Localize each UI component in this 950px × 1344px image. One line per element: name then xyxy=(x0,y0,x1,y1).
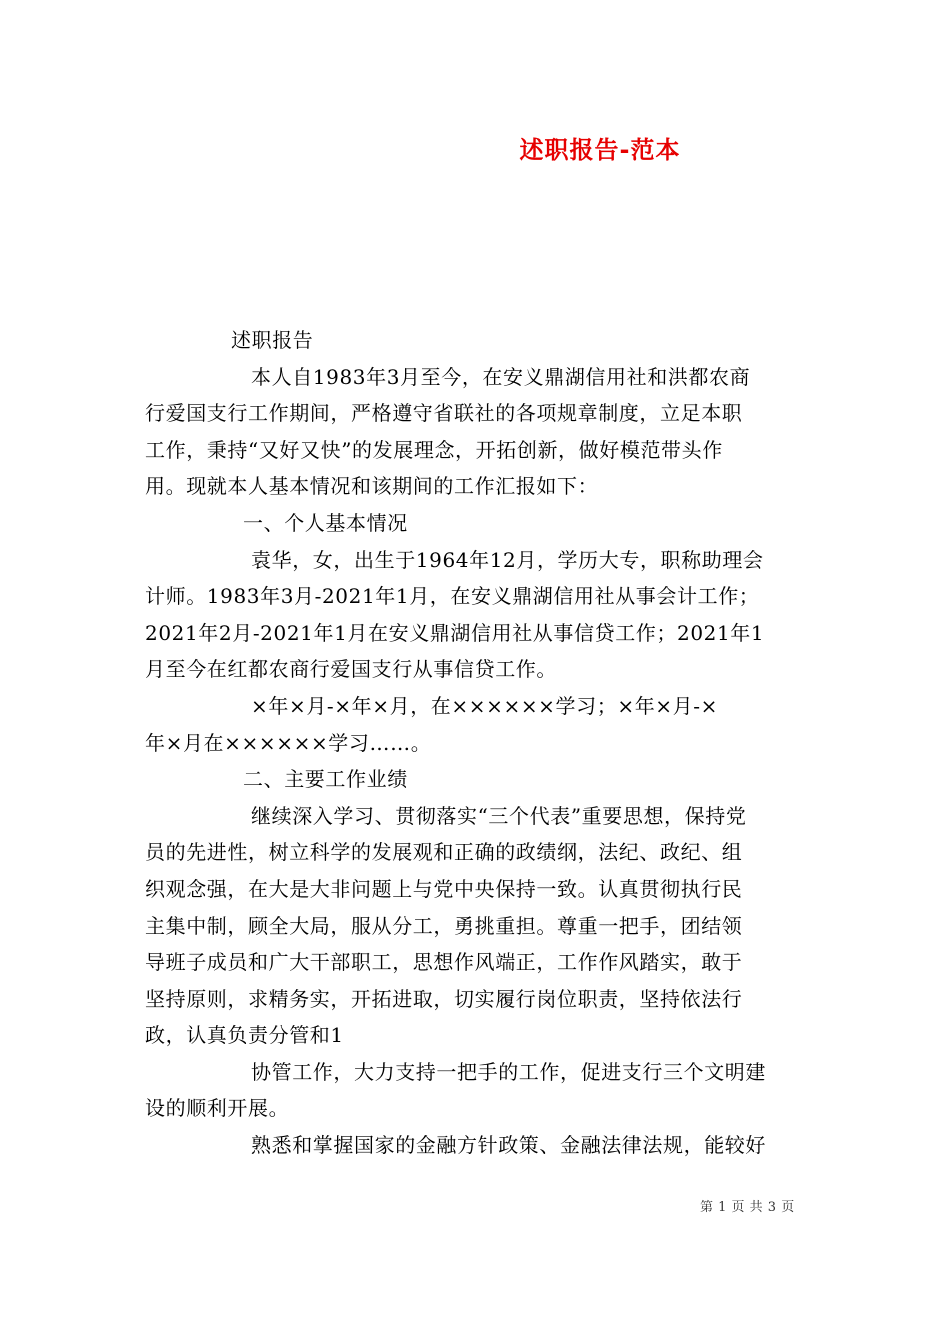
body-line: 计师。1983年3月-2021年1月，在安义鼎湖信用社从事会计工作； xyxy=(145,584,760,609)
section-heading: 二、主要工作业绩 xyxy=(243,767,408,792)
body-line: 行爱国支行工作期间，严格遵守省联社的各项规章制度，立足本职 xyxy=(145,401,743,426)
body-line: 主集中制，顾全大局，服从分工，勇挑重担。尊重一把手，团结领 xyxy=(145,913,743,938)
section-heading: 一、个人基本情况 xyxy=(243,510,408,535)
body-line: 织观念强，在大是大非问题上与党中央保持一致。认真贯彻执行民 xyxy=(145,876,743,901)
body-line: 坚持原则，求精务实，开拓进取，切实履行岗位职责，坚持依法行 xyxy=(145,986,743,1011)
page-number-footer: 第 1 页 共 3 页 xyxy=(700,1200,795,1215)
body-line: 工作，秉持“又好又快”的发展理念，开拓创新，做好模范带头作 xyxy=(145,437,723,462)
body-line: 年×月在××××××学习……。 xyxy=(145,730,432,755)
body-line: 袁华，女，出生于1964年12月，学历大专，职称助理会 xyxy=(251,547,764,572)
body-line: 2021年2月-2021年1月在安义鼎湖信用社从事信贷工作；2021年1 xyxy=(145,620,765,645)
body-line: 述职报告 xyxy=(231,328,314,352)
document-body xyxy=(145,322,813,1164)
body-line: 导班子成员和广大干部职工，思想作风端正，工作作风踏实，敢于 xyxy=(145,950,743,975)
body-line: 政，认真负责分管和1 xyxy=(145,1023,344,1048)
document-title: 述职报告-范本 xyxy=(519,136,681,164)
body-line: 用。现就本人基本情况和该期间的工作汇报如下： xyxy=(145,474,599,499)
body-line: 月至今在红都农商行爱国支行从事信贷工作。 xyxy=(145,657,557,682)
body-line: 设的顺利开展。 xyxy=(145,1096,290,1121)
body-line: 继续深入学习、贯彻落实“三个代表”重要思想，保持党 xyxy=(251,803,747,828)
body-line: 熟悉和掌握国家的金融方针政策、金融法律法规，能较好 xyxy=(251,1133,766,1158)
body-line: 员的先进性，树立科学的发展观和正确的政绩纲，法纪、政纪、组 xyxy=(145,840,743,865)
body-line: 本人自1983年3月至今，在安义鼎湖信用社和洪都农商 xyxy=(251,364,751,389)
body-line: 协管工作，大力支持一把手的工作，促进支行三个文明建 xyxy=(251,1059,766,1084)
body-line: ×年×月-×年×月，在××××××学习；×年×月-× xyxy=(251,693,718,718)
